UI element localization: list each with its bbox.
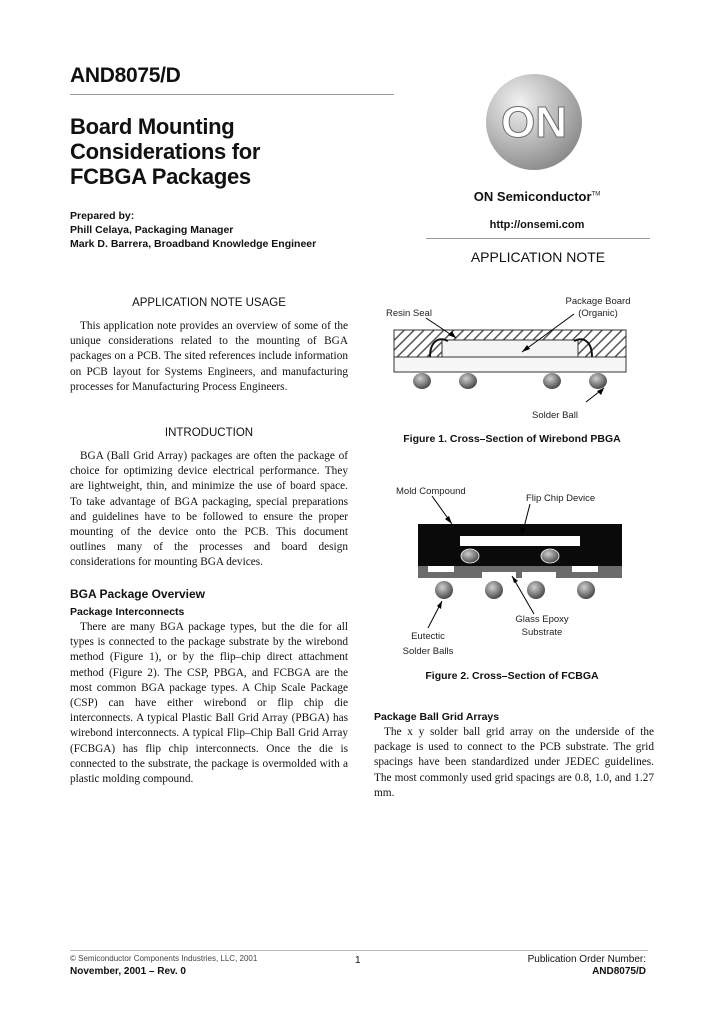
figure-2-label-glass-line-2: Substrate — [521, 627, 563, 638]
publication-label: Publication Order Number: — [527, 954, 646, 965]
overview-heading: BGA Package Overview — [70, 587, 205, 601]
intro-paragraph: BGA (Ball Grid Array) packages are often the package of choice for optimizing device electrical performance. They are lightweight, thin, and minimize the use of board space. To take advantage of BGA packaging, special preparations and guidelines have to be followed to ensure the proper mounting of the device onto the PCB. This document outlines many of the processes and board design considerations for mounting BGA devices. — [70, 450, 348, 569]
website-link[interactable]: http://onsemi.com — [489, 219, 585, 231]
figure-2-label-eutectic — [396, 629, 460, 659]
brand-rule — [426, 238, 650, 239]
figure-1-label-board-line-1: Package Board — [565, 296, 631, 307]
interconnects-heading: Package Interconnects — [70, 606, 185, 618]
substrate-pad — [522, 572, 556, 578]
substrate-pad — [572, 566, 598, 572]
footer-rule — [70, 950, 648, 951]
trademark: TM — [591, 191, 601, 198]
figure-2-label-mold: Mold Compound — [396, 486, 466, 497]
figure-1-label-ball: Solder Ball — [532, 410, 578, 421]
header-rule — [70, 94, 394, 95]
grid-arrays-heading: Package Ball Grid Arrays — [374, 711, 500, 723]
solder-ball — [459, 373, 477, 389]
revision-date: November, 2001 – Rev. 0 — [70, 966, 186, 977]
flip-chip-device — [460, 536, 580, 546]
document-id: AND8075/D — [70, 64, 181, 87]
figure-2-label-eutectic-line-1: Eutectic — [411, 631, 445, 642]
flip-chip-bump — [461, 549, 479, 563]
package-board-substrate — [394, 357, 626, 372]
usage-paragraph: This application note provides an overview of some of the unique considerations related to the mounting of BGA packages on a PCB. The sited references include information on PCB layout for Systems Engineers, and manufacturing processes for Manufacturing Process Engineers. — [70, 320, 348, 393]
die — [442, 340, 578, 357]
figure-1-label-resin: Resin Seal — [386, 308, 432, 319]
prepared-by-label: Prepared by: — [70, 210, 135, 222]
logo-text: ON — [501, 98, 567, 147]
figure-2-label-eutectic-line-2: Solder Balls — [402, 646, 454, 657]
interconnects-paragraph: There are many BGA package types, but the die for all types is connected to the package substrate by the wirebond method (Figure 1), or by the flip–chip direct attachment method (Figure 2). The CSP, PBGA, and FCBGA are the most common BGA package types. A Chip Scale Package (CSP) can have either wirebond or flip chip die interconnects. A typical Plastic Ball Grid Array (PBGA) has wirebond interconnects. A typical Flip–Chip Ball Grid Array (FCBGA) has flip chip interconnects. Once the die is connected to the substrate, the package is overmolded with a plastic molding compound. — [70, 621, 348, 786]
page-number: 1 — [355, 955, 361, 966]
author-1: Phill Celaya, Packaging Manager — [70, 224, 234, 236]
figure-2-label-glass-line-1: Glass Epoxy — [515, 614, 569, 625]
figure-2-caption: Figure 2. Cross–Section of FCBGA — [425, 670, 599, 682]
copyright: © Semiconductor Components Industries, LLC, 2001 — [70, 954, 258, 963]
eutectic-solder-ball — [577, 581, 595, 599]
author-2: Mark D. Barrera, Broadband Knowledge Engineer — [70, 238, 317, 250]
title-line-2: Considerations for — [70, 139, 261, 164]
substrate-pad — [482, 572, 516, 578]
figure-1-label-board-line-2: (Organic) — [578, 308, 618, 319]
flip-chip-bump — [541, 549, 559, 563]
document-title — [70, 114, 390, 189]
brand-name-text: ON Semiconductor — [473, 189, 592, 204]
substrate-pad — [428, 566, 454, 572]
solder-ball — [543, 373, 561, 389]
intro-heading: INTRODUCTION — [164, 427, 254, 439]
figure-2-label-flip: Flip Chip Device — [526, 493, 596, 504]
figure-1-label-board — [548, 296, 648, 320]
usage-heading: APPLICATION NOTE USAGE — [132, 297, 286, 309]
grid-arrays-paragraph: The x y solder ball grid array on the underside of the package is used to connect to the PCB substrate. The grid spacings have been standardized under JEDEC guidelines. The most commonly used grid spacings are 0.8, 1.0, and 1.27 mm. — [374, 726, 654, 799]
document-type: APPLICATION NOTE — [470, 249, 606, 265]
publication-number: AND8075/D — [592, 966, 646, 977]
solder-ball — [413, 373, 431, 389]
figure-1-caption: Figure 1. Cross–Section of Wirebond PBGA — [403, 433, 621, 445]
prepared-by — [70, 209, 316, 251]
solder-ball — [589, 373, 607, 389]
on-semiconductor-logo — [484, 72, 584, 172]
eutectic-solder-ball — [435, 581, 453, 599]
brand-name — [452, 189, 622, 204]
figure-2-label-glass — [510, 613, 574, 639]
title-line-1: Board Mounting — [70, 114, 235, 139]
title-line-3: FCBGA Packages — [70, 164, 251, 189]
eutectic-solder-ball — [527, 581, 545, 599]
eutectic-solder-ball — [485, 581, 503, 599]
